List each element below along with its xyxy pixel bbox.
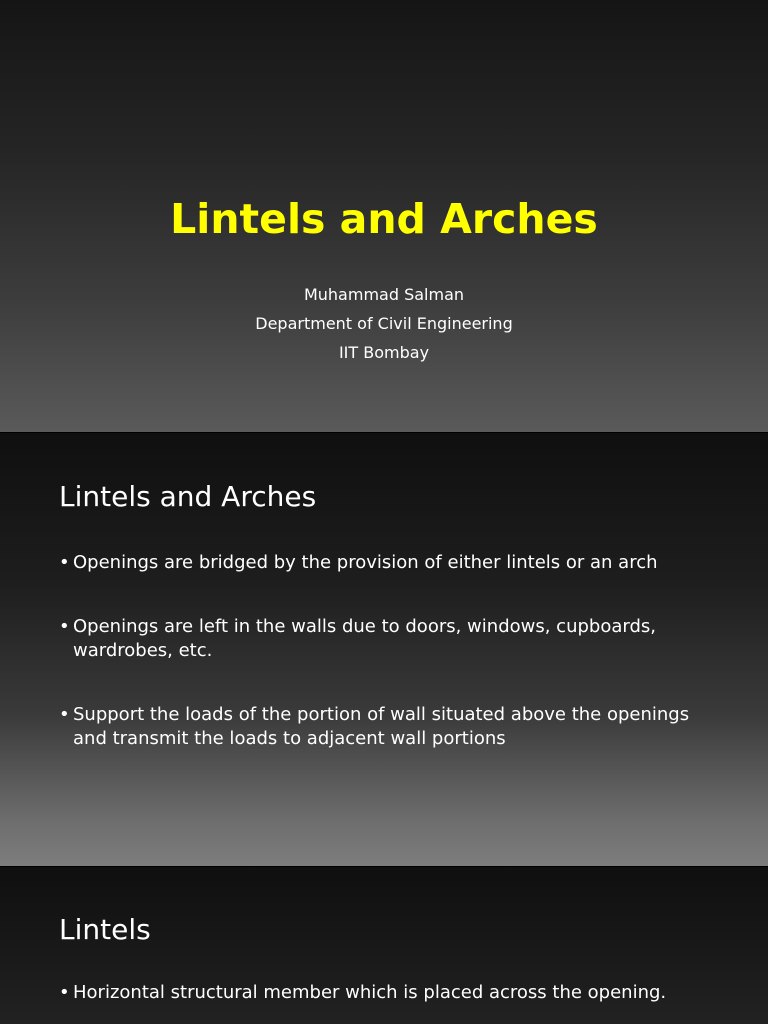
bullet-icon: • (59, 982, 70, 1003)
bullet-icon: • (59, 704, 70, 725)
slide-heading: Lintels and Arches (59, 480, 317, 513)
bullet-text: Support the loads of the portion of wall situated above the openings and transmit the loads to adjacent wall portions (73, 704, 690, 749)
institution: IIT Bombay (338, 343, 430, 362)
author-name: Muhammad Salman (303, 285, 465, 304)
slide-subtitle (0, 280, 768, 367)
slide-heading: Lintels (59, 913, 151, 946)
bullet-item (59, 615, 719, 663)
content-slide-lintels-and-arches (0, 433, 768, 866)
bullet-text: Horizontal structural member which is placed across the opening. (73, 982, 667, 1003)
bullet-icon: • (59, 552, 70, 573)
bullet-list (59, 551, 719, 791)
bullet-text: Openings are left in the walls due to doors, windows, cupboards, wardrobes, etc. (73, 616, 656, 661)
bullet-list (59, 981, 719, 1024)
content-slide-lintels (0, 867, 768, 1024)
bullet-icon: • (59, 616, 70, 637)
bullet-item (59, 551, 719, 575)
title-slide (0, 0, 768, 432)
bullet-item (59, 703, 719, 751)
department: Department of Civil Engineering (255, 314, 513, 333)
slide-title: Lintels and Arches (170, 195, 598, 243)
bullet-text: Openings are bridged by the provision of either lintels or an arch (73, 552, 658, 573)
bullet-item (59, 981, 719, 1005)
